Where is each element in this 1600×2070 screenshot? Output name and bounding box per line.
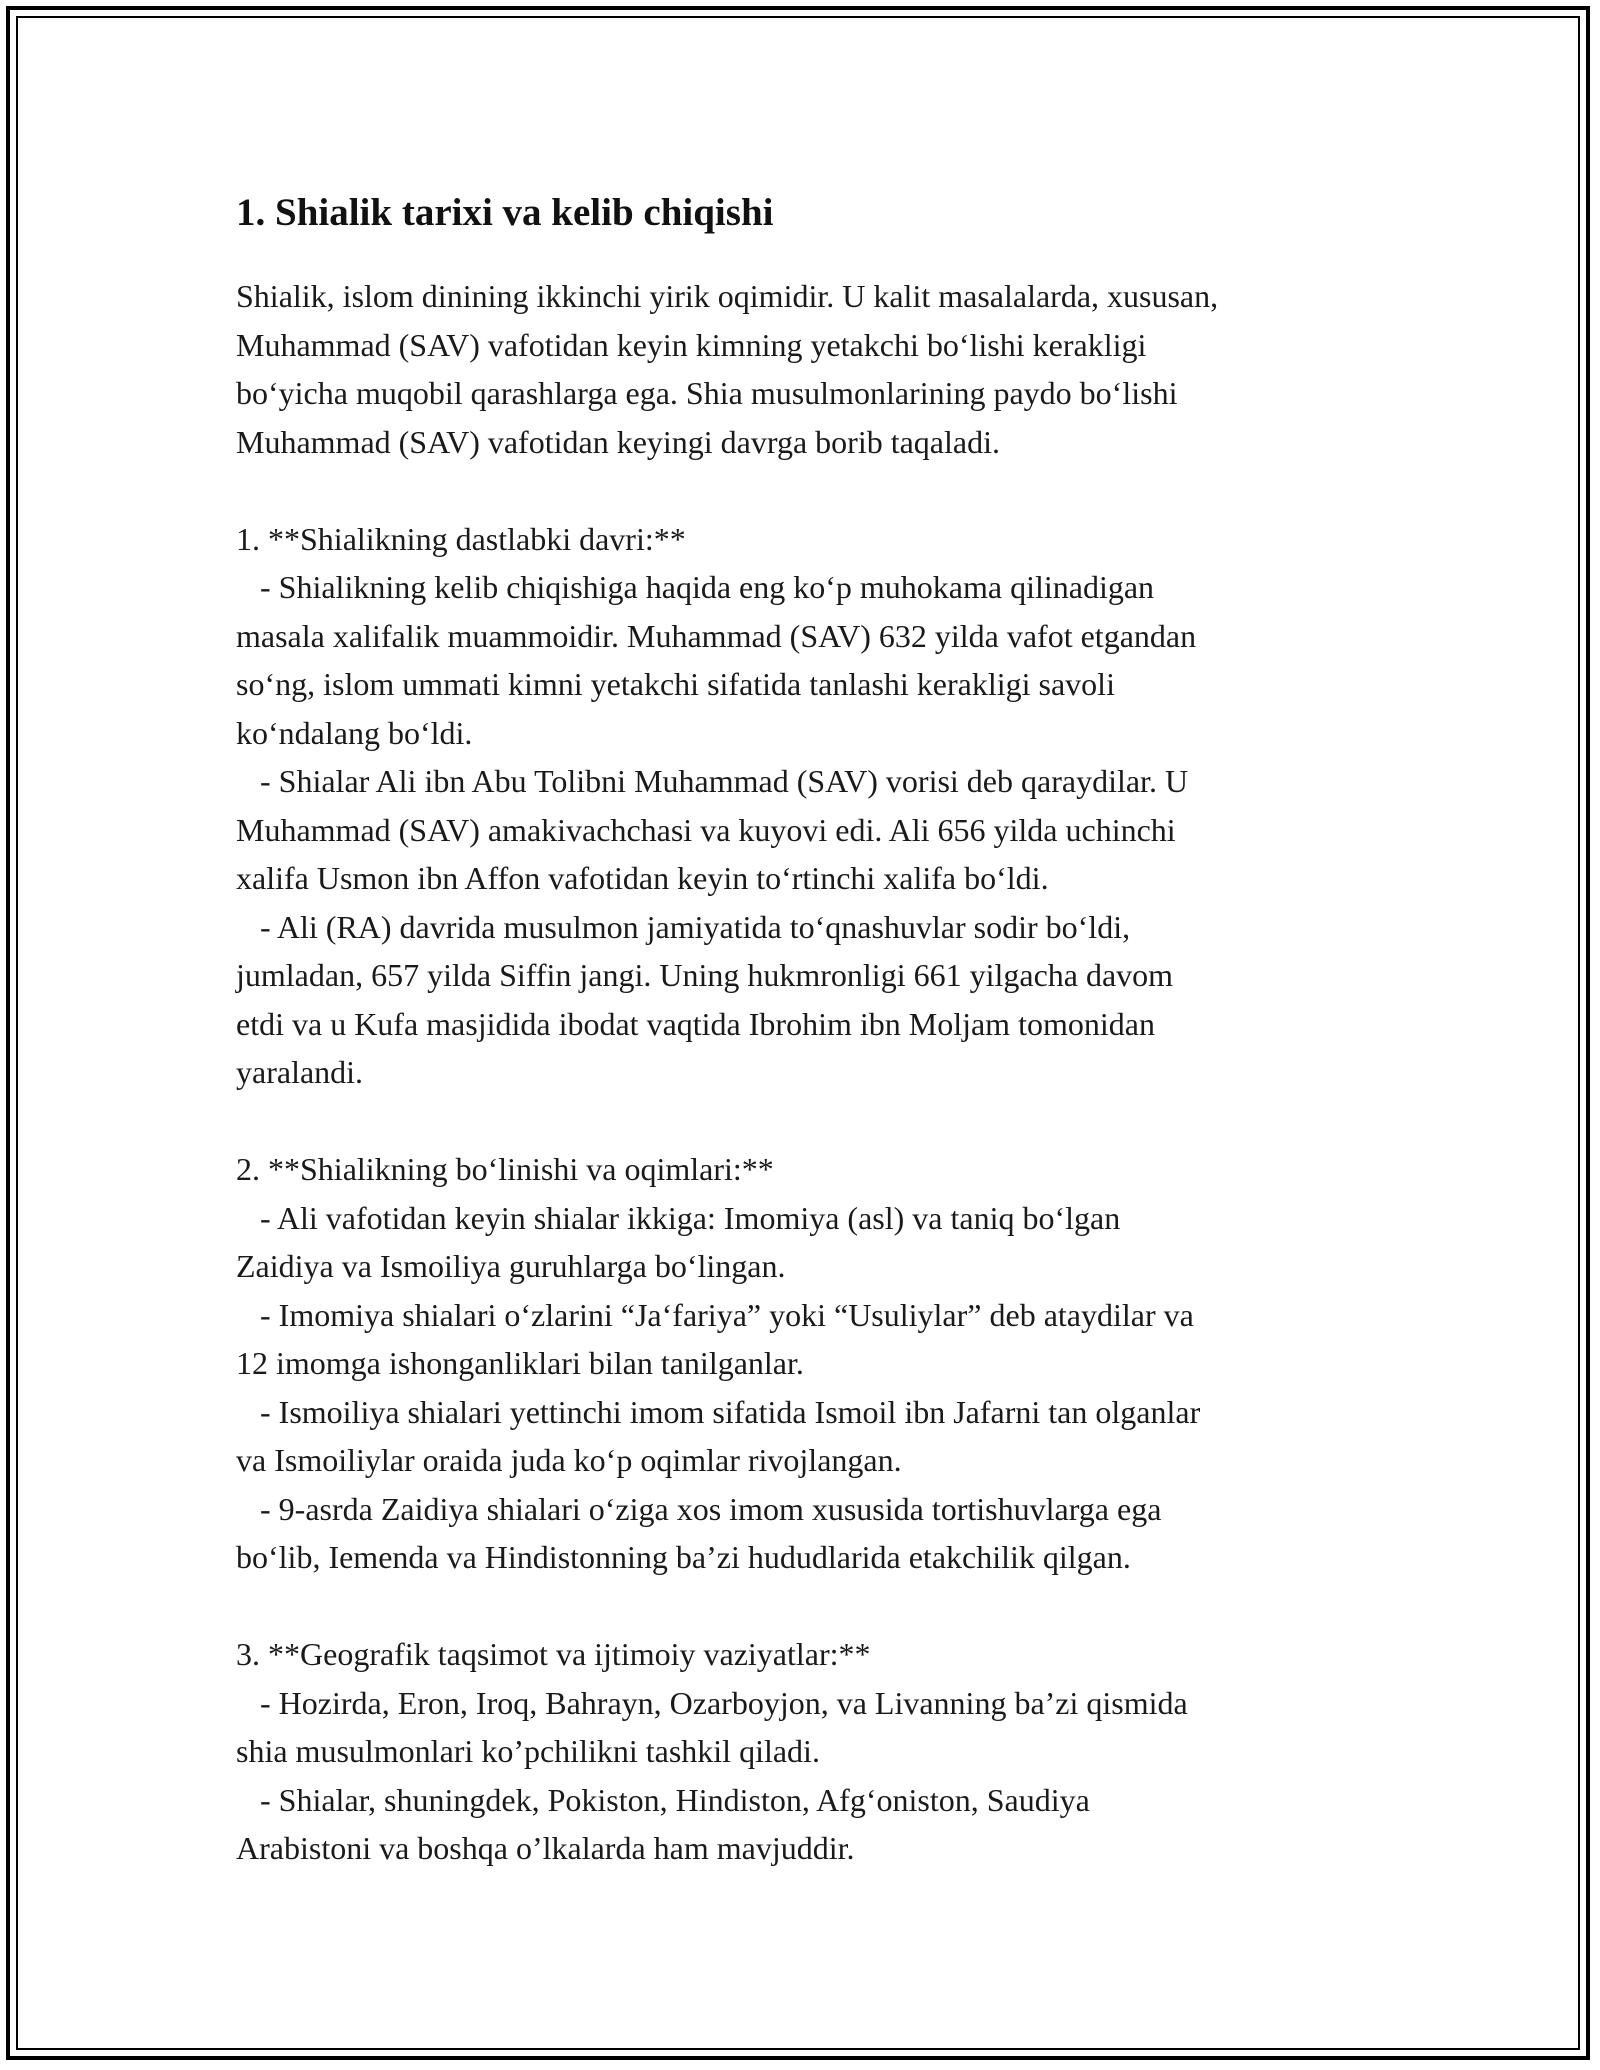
bullet-line: - Shialar Ali ibn Abu Tolibni Muhammad (SAV) vorisi deb qaraydilar. U <box>260 763 1189 799</box>
bullet-item <box>236 1485 1396 1582</box>
intro-line: Muhammad (SAV) vafotidan keyin kimning yetakchi bo‘lishi kerakligi <box>236 326 1147 363</box>
bullet-line: yaralandi. <box>236 1054 364 1090</box>
bullet-line: Arabistoni va boshqa o’lkalarda ham mavjuddir. <box>236 1830 855 1866</box>
bullet-line: - Hozirda, Eron, Iroq, Bahrayn, Ozarboyjon, va Livanning ba’zi qismida <box>260 1684 1188 1721</box>
bullet-line: ko‘ndalang bo‘ldi. <box>236 714 473 751</box>
bullet-item <box>236 1776 1396 1873</box>
bullet-line: masala xalifalik muammoidir. Muhammad (SAV) 632 yilda vafot etgandan <box>236 617 1197 654</box>
bullet-item <box>236 1388 1396 1485</box>
bullet-item <box>236 1194 1396 1291</box>
bullet-item <box>236 757 1396 903</box>
bullet-line: so‘ng, islom ummati kimni yetakchi sifatida tanlashi kerakligi savoli <box>236 666 1115 702</box>
bullet-line: 12 imomga ishonganliklari bilan tanilganlar. <box>236 1345 804 1381</box>
bullet-line: xalifa Usmon ibn Affon vafotidan keyin to‘rtinchi xalifa bo‘ldi. <box>236 860 1049 896</box>
section-branches <box>236 1145 1396 1582</box>
bullet-line: va Ismoiliylar oraida juda ko‘p oqimlar rivojlangan. <box>236 1442 902 1478</box>
bullet-line: - Shialikning kelib chiqishiga haqida eng ko‘p muhokama qilinadigan <box>260 569 1155 605</box>
intro-line: Muhammad (SAV) vafotidan keyingi davrga borib taqaladi. <box>236 423 1000 460</box>
spacer <box>236 1582 1396 1631</box>
bullet-line: - Ali vafotidan keyin shialar ikkiga: Imomiya (asl) va taniq bo‘lgan <box>260 1199 1121 1236</box>
bullet-line: Zaidiya va Ismoiliya guruhlarga bo‘lingan. <box>236 1248 786 1284</box>
bullet-line: Muhammad (SAV) amakivachchasi va kuyovi edi. Ali 656 yilda uchinchi <box>236 811 1176 848</box>
document-body <box>236 188 1396 1873</box>
bullet-item <box>236 1679 1396 1776</box>
document-title: 1. Shialik tarixi va kelib chiqishi <box>236 191 774 234</box>
bullet-line: etdi va u Kufa masjidida ibodat vaqtida Ibrohim ibn Moljam tomonidan <box>236 1005 1155 1042</box>
spacer <box>236 1097 1396 1146</box>
bullet-line: - Imomiya shialari o‘zlarini “Ja‘fariya” yoki “Usuliylar” deb ataydilar va <box>260 1296 1194 1333</box>
bullet-item <box>236 1291 1396 1388</box>
bullet-line: - Shialar, shuningdek, Pokiston, Hindiston, Afg‘oniston, Saudiya <box>260 1781 1090 1818</box>
bullet-line: - Ismoiliya shialari yettinchi imom sifatida Ismoil ibn Jafarni tan olganlar <box>260 1393 1201 1430</box>
section-early-period <box>236 515 1396 1097</box>
section-heading: 3. **Geografik taqsimot va ijtimoiy vaziyatlar:** <box>236 1636 871 1672</box>
section-heading: 2. **Shialikning bo‘linishi va oqimlari:** <box>236 1151 774 1187</box>
bullet-line: bo‘lib, Iemenda va Hindistonning ba’zi hududlarida etakchilik qilgan. <box>236 1539 1131 1575</box>
section-geography <box>236 1630 1396 1873</box>
bullet-line: - 9-asrda Zaidiya shialari o‘ziga xos imom xususida tortishuvlarga ega <box>260 1490 1162 1527</box>
bullet-item <box>236 903 1396 1097</box>
section-heading: 1. **Shialikning dastlabki davri:** <box>236 520 686 557</box>
intro-line: bo‘yicha muqobil qarashlarga ega. Shia musulmonlarining paydo bo‘lishi <box>236 375 1178 411</box>
bullet-line: shia musulmonlari ko’pchilikni tashkil qiladi. <box>236 1733 820 1769</box>
spacer <box>236 466 1396 515</box>
bullet-line: jumladan, 657 yilda Siffin jangi. Uning hukmronligi 661 yilgacha davom <box>236 957 1174 993</box>
bullet-item <box>236 563 1396 757</box>
intro-line: Shialik, islom dinining ikkinchi yirik oqimidir. U kalit masalalarda, xususan, <box>236 278 1219 314</box>
intro-paragraph <box>236 272 1396 466</box>
bullet-line: - Ali (RA) davrida musulmon jamiyatida to‘qnashuvlar sodir bo‘ldi, <box>260 908 1131 945</box>
